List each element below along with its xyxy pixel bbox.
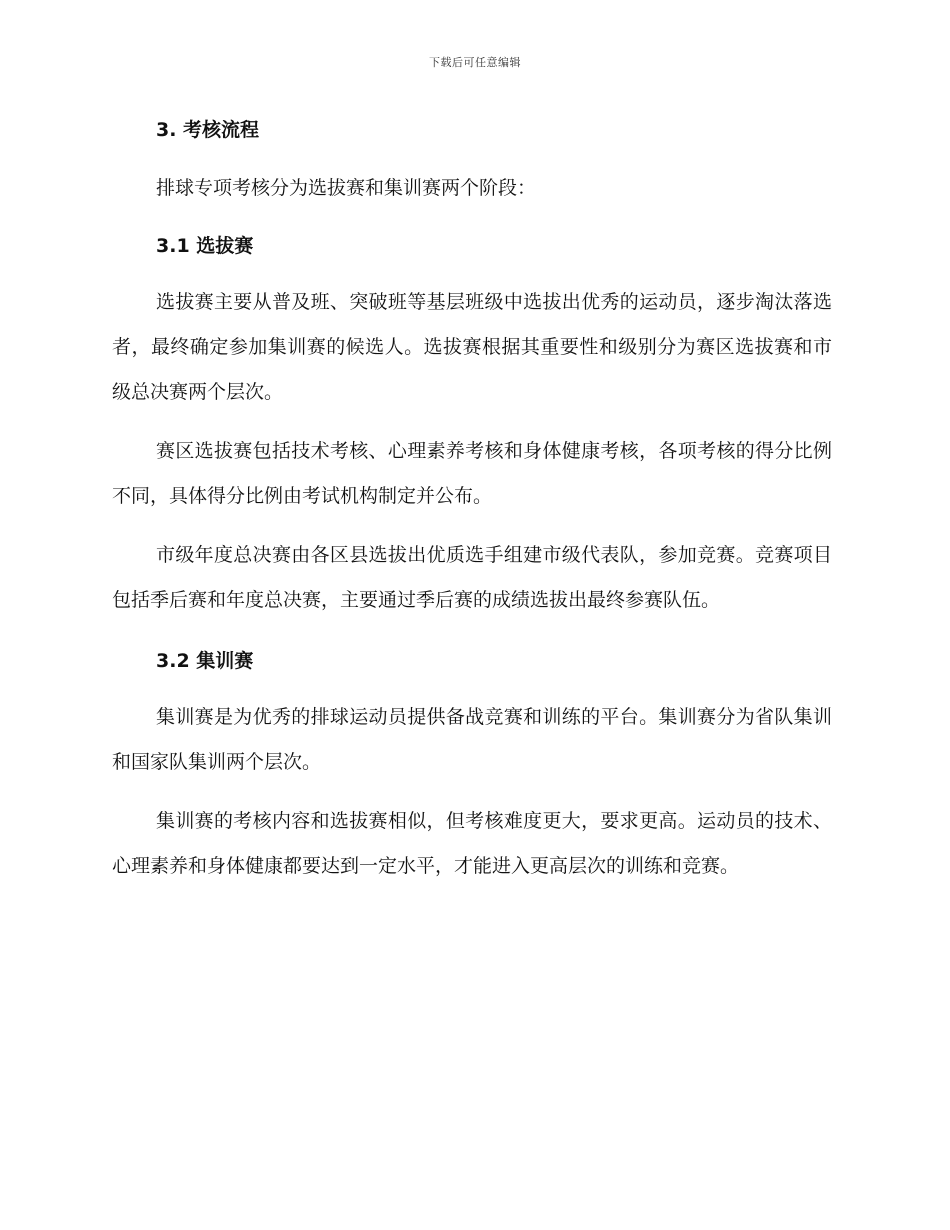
paragraph: 选拔赛主要从普及班、突破班等基层班级中选拔出优秀的运动员，逐步淘汰落选者，最终确定参加集训赛的候选人。选拔赛根据其重要性和级别分为赛区选拔赛和市级总决赛两个层次。 — [112, 291, 832, 403]
paragraph: 集训赛的考核内容和选拔赛相似，但考核难度更大，要求更高。运动员的技术、心理素养和身体健康都要达到一定水平，才能进入更高层次的训练和竞赛。 — [112, 810, 832, 877]
subsection-title-training: 3.2 集训赛 — [156, 650, 254, 672]
document-body — [112, 110, 832, 889]
paragraph: 市级年度总决赛由各区县选拔出优质选手组建市级代表队，参加竞赛。竞赛项目包括季后赛和年度总决赛，主要通过季后赛的成绩选拔出最终参赛队伍。 — [112, 544, 832, 611]
section-intro: 排球专项考核分为选拔赛和集训赛两个阶段： — [156, 177, 537, 199]
paragraph: 赛区选拔赛包括技术考核、心理素养考核和身体健康考核，各项考核的得分比例不同，具体得分比例由考试机构制定并公布。 — [112, 440, 832, 507]
paragraph: 集训赛是为优秀的排球运动员提供备战竞赛和训练的平台。集训赛分为省队集训和国家队集训两个层次。 — [112, 706, 832, 773]
page-header-note: 下载后可任意编辑 — [429, 56, 521, 69]
section-title: 3. 考核流程 — [156, 119, 260, 141]
subsection-title-selection: 3.1 选拔赛 — [156, 235, 254, 257]
